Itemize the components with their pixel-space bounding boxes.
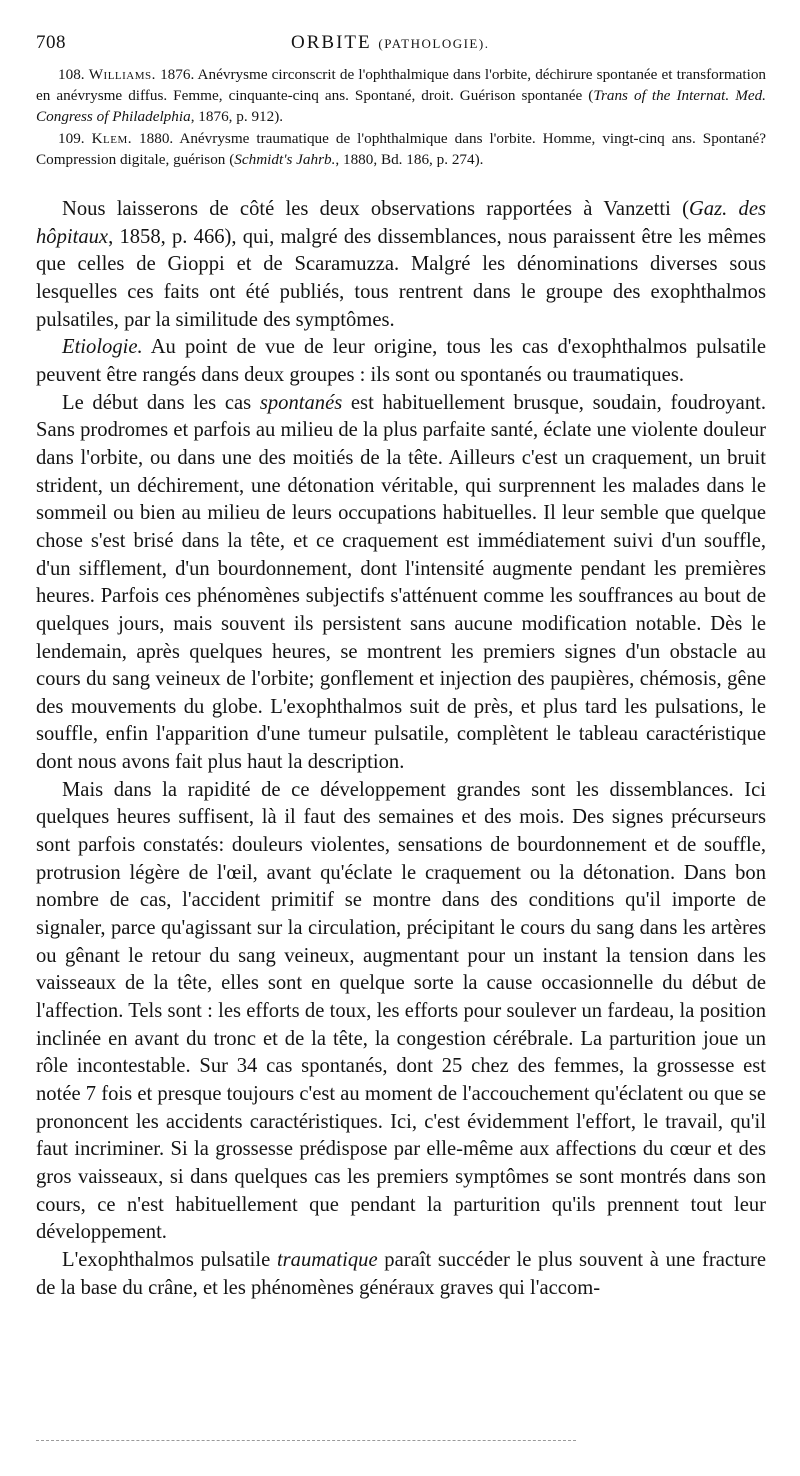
reference-number: 109.	[58, 129, 85, 147]
footer-dotted-rule	[36, 1440, 576, 1441]
section-heading: Etiologie.	[62, 336, 143, 359]
paragraph-etiologie	[36, 334, 766, 389]
paragraph-text: Le début dans les cas	[62, 391, 260, 414]
references-list	[36, 64, 766, 170]
paragraph-text: , 1858, p. 466), qui, malgré des dissemblances, nous paraissent être les mêmes que celles de Gioppi et de Scaramuzza. Malgré les dénominations diverses sous lesquelles ces faits ont été publiés, tous rentrent dans le groupe des exophthalmos pulsatiles, par la similitude des symptômes.	[36, 225, 766, 331]
reference-text-end: , 1880, Bd. 186, p. 274).	[335, 150, 484, 168]
paragraph-text: Nous laisserons de côté les deux observations rapportées à Vanzetti (	[62, 198, 689, 221]
running-title-main: ORBITE	[291, 32, 372, 53]
paragraph-text: paraît succéder le plus souvent à une fracture de la base du crâne, et les phénomènes généraux graves qui l'accom-	[36, 1248, 766, 1299]
paragraph-text: est habituellement brusque, soudain, foudroyant. Sans prodromes et parfois au milieu de la plus parfaite santé, éclate une violente douleur dans l'orbite, ou dans une des moitiés de la tête. Ailleurs c'est un craquement, un bruit strident, un déchirement, une détonation véritable, qui surprennent les malades dans le sommeil ou bien au milieu de leurs occupations habituelles. Il leur semble que quelque chose s'est brisé dans la tête, et ce craquement est immédiatement suivi d'un souffle, d'un sifflement, d'un bourdonnement, dont l'intensité augmente pendant les premières heures. Parfois ces phénomènes subjectifs s'atténuent comme les souffrances au bout de quelques jours, mais souvent ils persistent sans aucune modification notable. Dès le lendemain, après quelques heures, se montrent les premiers signes d'un obstacle au cours du sang veineux de l'orbite; gonflement et injection des paupières, chémosis, gêne des mouvements du globe. L'exophthalmos suit de près, et plus tard les pulsations, le souffle, enfin l'apparition d'une tumeur pulsatile, complètent le tableau caractéristique dont nous avons fait plus haut la description.	[36, 391, 766, 774]
reference-year: 1880.	[139, 129, 174, 147]
running-title-sub: (PATHOLOGIE).	[378, 36, 490, 51]
paragraph-traumatique	[36, 1247, 766, 1302]
paragraph-developpement: Mais dans la rapidité de ce développement grandes sont les dissemblances. Ici quelques heures suffisent, là il faut des semaines et des mois. Des signes précurseurs sont parfois constatés: douleurs violentes, sensations de bourdonnement et de souffle, protrusion légère de l'œil, avant qu'éclate le craquement ou la détonation. Dans bon nombre de cas, l'accident primitif se montre dans des conditions qu'il importe de signaler, parce qu'agissant sur la circulation, précipitant le cours du sang dans les artères ou gênant le retour du sang veineux, augmentant pour un instant la tension dans les vaisseaux de la tête, elles sont en quelque sorte la cause occasionnelle du début de l'affection. Tels sont : les efforts de toux, les efforts pour soulever un fardeau, la position inclinée en avant du tronc et de la tête, la congestion cérébrale. La parturition joue un rôle incontestable. Sur 34 cas spontanés, dont 25 chez des femmes, la grossesse est notée 7 fois et presque toujours c'est au moment de l'accouchement qu'éclatent ou que se prononcent les accidents caractéristiques. Ici, c'est évidemment l'effort, le travail, qu'il faut incriminer. Si la grossesse prédispose par elle-même aux affections du cœur et des gros vaisseaux, si dans quelques cas les premiers symptômes se sont montrés dans son cours, ce n'est habituellement que pendant la parturition qu'ils prennent tout leur développement.	[36, 778, 766, 1244]
reference-entry	[36, 64, 766, 128]
reference-text: Anévrysme traumatique de l'ophthalmique dans l'orbite. Homme, vingt-cinq ans. Spontané? Compression digitale, guérison (	[36, 129, 767, 168]
page-number: 708	[36, 32, 66, 53]
emphasis-text: spontanés	[259, 391, 343, 414]
paragraph-text: Au point de vue de leur origine, tous les cas d'exophthalmos pulsatile peuvent être rangés dans deux groupes : ils sont ou spontanés ou traumatiques.	[36, 336, 766, 386]
book-page	[36, 24, 766, 1302]
reference-source: Schmidt's Jahrb.	[234, 150, 336, 168]
reference-text-end: , 1876, p. 912).	[190, 108, 284, 126]
running-title	[291, 32, 489, 54]
paragraph-text: L'exophthalmos pulsatile	[62, 1248, 277, 1271]
reference-source: Trans of the Internat. Med. Congress of Philadelphia	[36, 87, 766, 126]
paragraph-spontanes	[36, 390, 766, 777]
cited-journal: Gaz. des hôpitaux	[36, 198, 766, 248]
page-header	[36, 24, 766, 64]
body-text	[36, 196, 766, 1302]
reference-number: 108.	[58, 66, 85, 83]
reference-author: Williams.	[88, 66, 156, 83]
reference-text: Anévrysme circonscrit de l'ophthalmique dans l'orbite, déchirure spontanée et transformation en anévrysme diffus. Femme, cinquante-cinq ans. Spontané, droit. Guérison spontanée (	[36, 66, 767, 105]
reference-year: 1876.	[160, 66, 195, 83]
reference-entry	[36, 128, 766, 170]
emphasis-text: traumatique	[276, 1248, 378, 1271]
reference-author: Klem.	[91, 129, 133, 147]
paragraph-vanzetti	[36, 196, 766, 334]
